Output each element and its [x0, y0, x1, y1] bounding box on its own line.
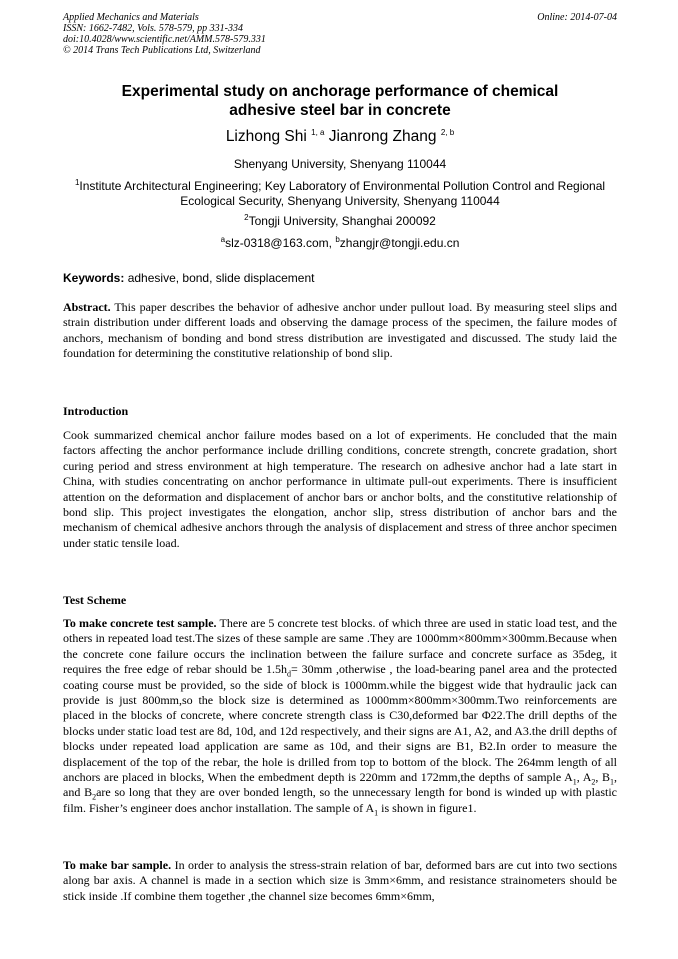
affiliation-2 [63, 214, 617, 229]
abstract [63, 300, 617, 362]
comma-a: , A [576, 770, 592, 785]
affiliation-top: Shenyang University, Shenyang 110044 [233, 157, 447, 171]
subscript-a1: 1 [572, 777, 577, 787]
affiliation-1 [63, 179, 617, 209]
author-2-name: Jianrong Zhang [328, 128, 437, 145]
affiliation-2-mark: 2 [244, 213, 249, 222]
title-line-2: adhesive steel bar in concrete [229, 102, 451, 119]
email-a: slz-0318@163.com, [225, 236, 332, 250]
journal-name: Applied Mechanics and Materials [63, 12, 199, 23]
concrete-sample-text-3: are so long that they are over bonded length, so the unnecessary length for bond is winded up with plastic film. Fisher’s engineer does anchor installation. The sample of A [63, 785, 617, 815]
affiliation-1-line-2: Ecological Security, Shenyang University, Shenyang 110044 [180, 194, 500, 208]
concrete-sample-text-1: There are 5 concrete test blocks. of which three are used in static load test, and the others in repeated load test.The sizes of these sample are same .They are 1000mm×800mm×300mm.Because when the concrete cone failure occurs the inclination between the failure surface and concrete surface as 35deg, it requires the free edge of rebar should be 1.5h [63, 616, 617, 677]
subscript-b1: 1 [610, 777, 615, 787]
abstract-text: This paper describes the behavior of adhesive anchor under pullout load. By measuring steel slips and strain distribution under different loads and observing the damage process of the specimen, the failure modes of anchors, mechanism of bonding and bond stress distribution are investigated and discussed. The study laid the foundation for determining the constitutive relationship of bond slip. [63, 300, 617, 361]
abstract-label: Abstract. [63, 300, 111, 314]
comma-b: , B [595, 770, 611, 785]
bar-sample-text: In order to analysis the stress-strain relation of bar, deformed bars are cut into two sections along bar axis. A channel is made in a section which size is 3mm×6mm, and resistance strainometers should be stick inside .If combine them together ,the channel size becomes 6mm×6mm, [63, 858, 618, 903]
journal-header [63, 12, 617, 56]
author-list [63, 128, 617, 146]
keywords [63, 271, 617, 285]
paper-title [63, 82, 617, 120]
introduction-heading: Introduction [63, 404, 129, 418]
subscript-a1-fig: 1 [374, 808, 379, 818]
issn-line: ISSN: 1662-7482, Vols. 578-579, pp 331-334 [63, 23, 243, 34]
keywords-text: adhesive, bond, slide displacement [127, 271, 315, 285]
keywords-label: Keywords: [63, 271, 125, 285]
subscript-d: d [287, 669, 291, 679]
concrete-sample-label: To make concrete test sample. [63, 616, 217, 630]
concrete-sample-text-2: = 30mm ,otherwise , the load-bearing panel area and the protected coating course must be provided, so the side of block is 1000mm.while the biggest wide that hydraulic jack can provide is just 800mm,so the block size is determined as 1000mm×800mm×300mm.Two reinforcements are placed in the blocks of concrete, where concrete strength class is C30,deformed bar Φ22.The drill depths of the blocks under static load test are 8d, 10d, and 12d respectively, and their signs are A1, A2, and A3.the drill depths of blocks under repeated load application are same as 10d, and their signs are B1, B2.In order to measure the displacement of the top of the rebar, the hole is drilled from top to bottom of the block. The 264mm length of all anchors are placed in blocks, When the embedment depth is 220mm and 172mm,the depths of sample A [63, 662, 617, 785]
affiliation-2-text: Tongji University, Shanghai 200092 [248, 214, 436, 228]
author-1-name: Lizhong Shi [225, 128, 307, 145]
copyright-line: © 2014 Trans Tech Publications Ltd, Switzerland [63, 45, 261, 56]
introduction-text: Cook summarized chemical anchor failure modes based on a lot of experiments. He concluded that the main factors affecting the anchor performance include drilling conditions, concrete strength, concrete gradation, short curing period and stress environment at high temperature. The research on adhesive anchor had a late start in China, with studies concentrating on anchor performance in ultimate pull-out experiments. There is insufficient attention on the deformation and displacement of anchor bars or anchor bolts, and the constitutive relationship of bond slip. This project investigates the elongation, anchor slip, stress distribution of anchor bars and the mechanism of chemical adhesive anchors through the analysis of displacement and stress of three anchor specimen under static tensile load. [63, 428, 617, 550]
email-line [63, 236, 617, 251]
email-b: zhangjr@tongji.edu.cn [339, 236, 460, 250]
concrete-sample-text-4: is shown in figure1. [378, 800, 477, 815]
subscript-a2: 2 [591, 777, 596, 787]
email-a-mark: a [220, 235, 226, 244]
bar-sample-paragraph [63, 858, 617, 904]
doi-line: doi:10.4028/www.scientific.net/AMM.578-579.331 [63, 34, 266, 45]
affiliation-1-mark: 1 [74, 178, 80, 187]
concrete-sample-paragraph [63, 616, 617, 816]
author-1-mark: 1, a [311, 127, 325, 137]
email-b-mark: b [335, 235, 340, 244]
test-scheme-heading: Test Scheme [63, 593, 127, 607]
title-line-1: Experimental study on anchorage performance of chemical [121, 83, 559, 100]
and-b: , and B [63, 770, 618, 800]
author-2-mark: 2, b [440, 127, 455, 137]
affiliation-1-line-1: Institute Architectural Engineering; Key Laboratory of Environmental Pollution Control and Regional [79, 179, 606, 193]
bar-sample-label: To make bar sample. [63, 858, 172, 872]
online-date: Online: 2014-07-04 [537, 12, 617, 23]
subscript-b2: 2 [92, 792, 97, 802]
